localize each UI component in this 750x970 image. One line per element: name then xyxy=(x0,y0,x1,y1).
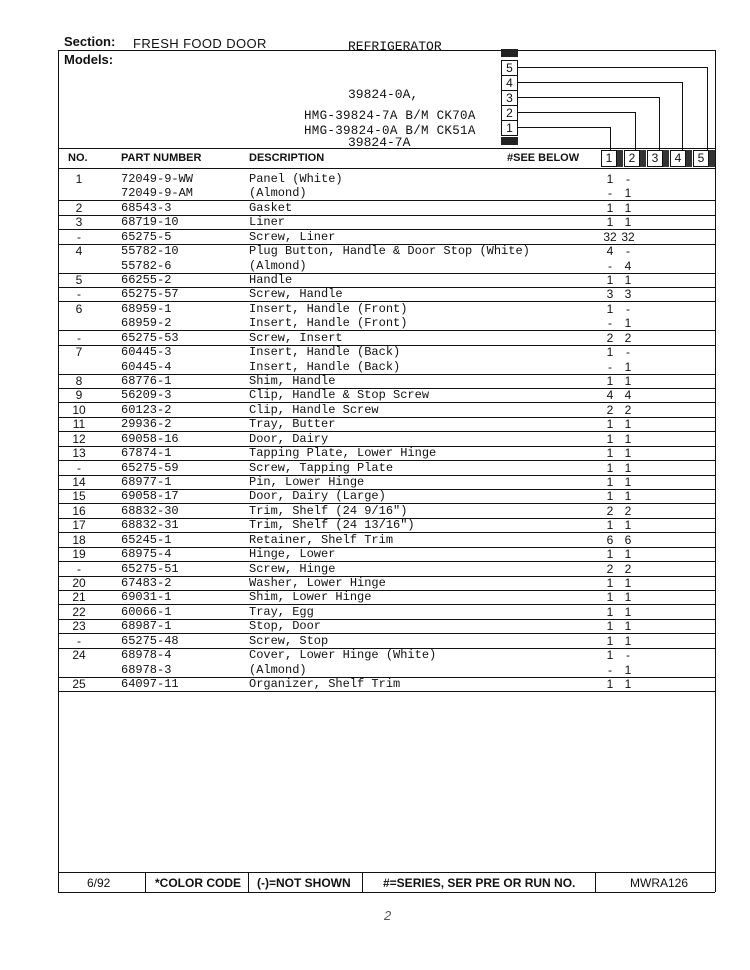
part-description: Plug Button, Handle & Door Stop (White) xyxy=(249,244,530,259)
item-number: - xyxy=(77,460,81,475)
table-row xyxy=(58,259,715,274)
table-row xyxy=(58,648,715,662)
part-number: 68959-2 xyxy=(121,316,172,331)
model-box-4: 4 xyxy=(501,75,518,91)
qty-model-1: 6 xyxy=(606,532,614,547)
part-number: 67874-1 xyxy=(121,446,172,461)
qty-model-1: 1 xyxy=(606,460,614,475)
item-number: 1 xyxy=(75,172,83,186)
qty-model-1: - xyxy=(608,359,612,374)
part-description: Trim, Shelf (24 9/16") xyxy=(249,503,408,518)
part-number: 65275-48 xyxy=(121,633,179,648)
part-description: (Almond) xyxy=(249,258,307,273)
qty-model-1: 1 xyxy=(606,489,614,504)
part-description: Tray, Egg xyxy=(249,604,314,619)
part-description: Shim, Handle xyxy=(249,374,336,389)
qty-model-1: 3 xyxy=(606,287,614,302)
part-description: Insert, Handle (Front) xyxy=(249,301,408,316)
qty-model-1: 1 xyxy=(606,590,614,605)
part-description: Organizer, Shelf Trim xyxy=(249,677,401,692)
part-description: Door, Dairy xyxy=(249,431,329,446)
part-description: Hinge, Lower xyxy=(249,547,336,562)
qty-model-1: 2 xyxy=(606,402,614,417)
qty-model-1: 1 xyxy=(606,417,614,432)
part-description: Screw, Handle xyxy=(249,287,343,302)
item-number: 6 xyxy=(75,301,83,316)
table-row xyxy=(58,590,715,605)
frame-right xyxy=(715,50,716,892)
item-number: 20 xyxy=(72,576,86,591)
part-number: 64097-11 xyxy=(121,677,179,692)
qty-model-1: 1 xyxy=(606,374,614,389)
part-number: 66255-2 xyxy=(121,273,172,287)
qty-model-1: 1 xyxy=(606,576,614,591)
qty-model-2: 2 xyxy=(624,402,632,417)
item-number: 8 xyxy=(75,374,83,389)
qty-model-2: 1 xyxy=(624,662,632,677)
part-description: (Almond) xyxy=(249,186,307,201)
col-separator xyxy=(617,150,623,167)
part-description: Screw, Tapping Plate xyxy=(249,460,394,475)
table-row xyxy=(58,316,715,331)
part-number: 65275-5 xyxy=(121,229,172,244)
part-number: 55782-6 xyxy=(121,258,172,273)
footer-doc-code: MWRA126 xyxy=(630,876,689,890)
part-number: 68977-1 xyxy=(121,475,172,490)
table-row xyxy=(58,518,715,533)
qty-model-1: - xyxy=(608,186,612,201)
table-row xyxy=(58,302,715,316)
part-number: 69031-1 xyxy=(121,590,172,605)
part-description: Screw, Stop xyxy=(249,633,329,648)
item-number: 9 xyxy=(75,388,83,403)
col-part-number: PART NUMBER xyxy=(121,152,202,164)
item-number: 24 xyxy=(72,648,86,663)
col-model-4: 4 xyxy=(670,150,686,167)
qty-model-2: 1 xyxy=(624,186,632,201)
col-no: NO. xyxy=(68,152,88,164)
qty-model-1: 2 xyxy=(606,330,614,345)
qty-model-2: 1 xyxy=(624,200,632,215)
footer-not-shown: (-)=NOT SHOWN xyxy=(257,876,351,890)
col-model-5: 5 xyxy=(693,150,709,167)
part-description: Insert, Handle (Front) xyxy=(249,316,408,331)
qty-model-2: 1 xyxy=(624,677,632,692)
col-model-3: 3 xyxy=(647,150,663,167)
qty-model-2: 1 xyxy=(624,273,632,287)
col-separator xyxy=(686,150,692,167)
qty-model-2: 4 xyxy=(624,258,632,273)
table-row xyxy=(58,432,715,447)
table-row xyxy=(58,345,715,359)
models-label: Models: xyxy=(64,52,114,67)
item-number: 23 xyxy=(72,619,86,634)
qty-model-1: 1 xyxy=(606,518,614,533)
item-number: 15 xyxy=(72,489,86,504)
title-line-3: 39824-7A xyxy=(348,135,411,150)
model-line-1: HMG-39824-7A B/M CK70A xyxy=(304,109,476,123)
part-description: Washer, Lower Hinge xyxy=(249,576,386,591)
qty-model-2: 1 xyxy=(624,446,632,461)
part-number: 72049-9-AM xyxy=(121,186,194,201)
part-description: Gasket xyxy=(249,200,293,215)
section-rule xyxy=(58,50,345,51)
model-line-2: HMG-39824-0A B/M CK51A xyxy=(304,124,476,138)
qty-model-2: 2 xyxy=(624,561,632,576)
part-number: 68959-1 xyxy=(121,301,172,316)
qty-model-1: 32 xyxy=(603,229,617,244)
qty-model-2: 2 xyxy=(624,330,632,345)
table-row xyxy=(58,186,715,201)
col-see-below: #SEE BELOW xyxy=(507,152,580,164)
item-number: 12 xyxy=(72,431,86,446)
qty-model-1: 2 xyxy=(606,561,614,576)
part-number: 68978-4 xyxy=(121,648,172,663)
table-row xyxy=(58,374,715,389)
table-row xyxy=(58,663,715,678)
footer-divider xyxy=(595,872,596,892)
part-description: Liner xyxy=(249,215,286,230)
qty-model-1: 2 xyxy=(606,503,614,518)
footer-series-note: #=SERIES, SER PRE OR RUN NO. xyxy=(383,876,576,890)
footer-color-code: *COLOR CODE xyxy=(155,876,242,890)
footer-date: 6/92 xyxy=(87,876,111,890)
table-row xyxy=(58,677,715,692)
qty-model-1: - xyxy=(608,316,612,331)
qty-model-2: 3 xyxy=(624,287,632,302)
part-number: 29936-2 xyxy=(121,417,172,432)
part-number: 65275-53 xyxy=(121,330,179,345)
model-box-2: 2 xyxy=(501,105,518,121)
qty-model-2: - xyxy=(626,345,630,360)
item-number: 7 xyxy=(75,345,83,360)
footer-rule-bottom xyxy=(58,892,715,893)
item-number: 5 xyxy=(75,273,83,287)
part-number: 60123-2 xyxy=(121,402,172,417)
part-description: Insert, Handle (Back) xyxy=(249,359,401,374)
qty-model-1: 1 xyxy=(606,301,614,316)
qty-model-2: 1 xyxy=(624,316,632,331)
qty-model-2: 1 xyxy=(624,374,632,389)
item-number: 3 xyxy=(75,215,83,230)
table-row xyxy=(58,475,715,490)
part-number: 68832-31 xyxy=(121,518,179,533)
part-description: Cover, Lower Hinge (White) xyxy=(249,648,437,663)
item-number: 10 xyxy=(72,402,86,417)
table-row xyxy=(58,504,715,519)
part-description: Trim, Shelf (24 13/16") xyxy=(249,518,415,533)
item-number: 4 xyxy=(75,244,83,259)
col-description: DESCRIPTION xyxy=(249,152,325,164)
part-description: Tapping Plate, Lower Hinge xyxy=(249,446,437,461)
item-number: - xyxy=(77,330,81,345)
part-number: 69058-17 xyxy=(121,489,179,504)
section-value: FRESH FOOD DOOR xyxy=(133,36,267,51)
part-number: 56209-3 xyxy=(121,388,172,403)
table-row xyxy=(58,489,715,504)
qty-model-2: 6 xyxy=(624,532,632,547)
part-description: Tray, Butter xyxy=(249,417,336,432)
qty-model-2: 2 xyxy=(624,503,632,518)
part-number: 65245-1 xyxy=(121,532,172,547)
part-description: Insert, Handle (Back) xyxy=(249,345,401,360)
part-description: Screw, Insert xyxy=(249,330,343,345)
table-row xyxy=(58,273,715,288)
item-number: 14 xyxy=(72,475,86,490)
box-marker-top xyxy=(501,49,518,57)
table-row xyxy=(58,244,715,258)
qty-model-1: 1 xyxy=(606,475,614,490)
qty-model-2: 32 xyxy=(621,229,635,244)
part-number: 68987-1 xyxy=(121,619,172,634)
document-title xyxy=(348,7,442,167)
qty-model-2: 1 xyxy=(624,604,632,619)
qty-model-1: 1 xyxy=(606,273,614,287)
title-line-1: REFRIGERATOR xyxy=(348,39,442,54)
part-number: 72049-9-WW xyxy=(121,172,194,186)
qty-model-2: - xyxy=(626,648,630,663)
part-description: Handle xyxy=(249,273,293,287)
item-number: 13 xyxy=(72,446,86,461)
part-description: Shim, Lower Hinge xyxy=(249,590,372,605)
col-model-1: 1 xyxy=(601,150,617,167)
part-description: Screw, Liner xyxy=(249,229,336,244)
qty-model-2: 1 xyxy=(624,417,632,432)
table-row xyxy=(58,287,715,302)
item-number: 25 xyxy=(72,677,86,692)
footer-divider xyxy=(248,872,249,892)
col-separator xyxy=(709,150,715,167)
item-number: 21 xyxy=(72,590,86,605)
table-row xyxy=(58,215,715,230)
table-row xyxy=(58,461,715,476)
item-number: 11 xyxy=(72,417,86,432)
part-description: Clip, Handle & Stop Screw xyxy=(249,388,430,403)
qty-model-1: - xyxy=(608,662,612,677)
table-row xyxy=(58,360,715,375)
qty-model-1: 1 xyxy=(606,604,614,619)
part-number: 65275-51 xyxy=(121,561,179,576)
qty-model-2: 1 xyxy=(624,431,632,446)
qty-model-1: 1 xyxy=(606,431,614,446)
header-rule-top xyxy=(58,148,715,149)
qty-model-2: - xyxy=(626,172,630,186)
part-number: 68975-4 xyxy=(121,547,172,562)
qty-model-2: 1 xyxy=(624,475,632,490)
part-number: 68776-1 xyxy=(121,374,172,389)
footer-divider xyxy=(362,872,363,892)
qty-model-1: 1 xyxy=(606,345,614,360)
part-number: 68832-30 xyxy=(121,503,179,518)
part-description: Clip, Handle Screw xyxy=(249,402,379,417)
table-row xyxy=(58,547,715,562)
part-description: Panel (White) xyxy=(249,172,343,186)
qty-model-2: 1 xyxy=(624,633,632,648)
qty-model-1: 1 xyxy=(606,547,614,562)
qty-model-1: 1 xyxy=(606,619,614,634)
qty-model-2: 4 xyxy=(624,388,632,403)
frame-top-right xyxy=(345,50,715,51)
table-row xyxy=(58,634,715,649)
table-row xyxy=(58,331,715,346)
table-row xyxy=(58,562,715,577)
table-row xyxy=(58,417,715,432)
qty-model-2: - xyxy=(626,301,630,316)
qty-model-2: 1 xyxy=(624,547,632,562)
part-description: Stop, Door xyxy=(249,619,322,634)
qty-model-1: 1 xyxy=(606,648,614,663)
part-number: 65275-57 xyxy=(121,287,179,302)
item-number: - xyxy=(77,561,81,576)
part-number: 60445-3 xyxy=(121,345,172,360)
table-row xyxy=(58,388,715,403)
qty-model-2: 1 xyxy=(624,590,632,605)
col-separator xyxy=(663,150,669,167)
footer-rule-top xyxy=(58,872,715,873)
part-number: 67483-2 xyxy=(121,576,172,591)
qty-model-2: 1 xyxy=(624,576,632,591)
part-number: 60445-4 xyxy=(121,359,172,374)
part-description: Door, Dairy (Large) xyxy=(249,489,386,504)
part-number: 69058-16 xyxy=(121,431,179,446)
model-box-5: 5 xyxy=(501,60,518,76)
table-row xyxy=(58,605,715,620)
item-number: 17 xyxy=(72,518,86,533)
part-description: Screw, Hinge xyxy=(249,561,336,576)
item-number: - xyxy=(77,287,81,302)
part-number: 55782-10 xyxy=(121,244,179,259)
qty-model-1: 4 xyxy=(606,388,614,403)
item-number: - xyxy=(77,633,81,648)
table-row xyxy=(58,403,715,418)
model-box-1: 1 xyxy=(501,120,518,136)
box-marker-bottom xyxy=(501,137,518,145)
table-row xyxy=(58,533,715,548)
qty-model-1: - xyxy=(608,258,612,273)
part-number: 68543-3 xyxy=(121,200,172,215)
section-label: Section: xyxy=(64,34,116,49)
item-number: 2 xyxy=(75,200,83,215)
qty-model-1: 1 xyxy=(606,200,614,215)
item-number: 22 xyxy=(72,604,86,619)
qty-model-1: 1 xyxy=(606,677,614,692)
table-row xyxy=(58,446,715,461)
qty-model-2: 1 xyxy=(624,460,632,475)
col-model-2: 2 xyxy=(624,150,640,167)
part-description: (Almond) xyxy=(249,662,307,677)
qty-model-2: 1 xyxy=(624,619,632,634)
table-row xyxy=(58,619,715,634)
qty-model-2: 1 xyxy=(624,359,632,374)
footer-divider xyxy=(145,872,146,892)
header-rule-bottom xyxy=(58,168,715,169)
qty-model-1: 1 xyxy=(606,446,614,461)
item-number: 18 xyxy=(72,532,86,547)
qty-model-1: 4 xyxy=(606,244,614,259)
col-separator xyxy=(640,150,646,167)
qty-model-2: - xyxy=(626,244,630,259)
item-number: - xyxy=(77,229,81,244)
table-row xyxy=(58,172,715,186)
part-number: 65275-59 xyxy=(121,460,179,475)
qty-model-1: 1 xyxy=(606,172,614,186)
part-description: Pin, Lower Hinge xyxy=(249,475,365,490)
table-row xyxy=(58,230,715,245)
table-row xyxy=(58,576,715,591)
table-row xyxy=(58,201,715,216)
qty-model-2: 1 xyxy=(624,215,632,230)
title-line-2: 39824-0A, xyxy=(348,87,419,102)
qty-model-1: 1 xyxy=(606,215,614,230)
item-number: 19 xyxy=(72,547,86,562)
part-number: 68719-10 xyxy=(121,215,179,230)
qty-model-1: 1 xyxy=(606,633,614,648)
qty-model-2: 1 xyxy=(624,518,632,533)
part-number: 60066-1 xyxy=(121,604,172,619)
page-mark: 2 xyxy=(384,908,392,923)
item-number: 16 xyxy=(72,503,86,518)
part-number: 68978-3 xyxy=(121,662,172,677)
qty-model-2: 1 xyxy=(624,489,632,504)
model-box-3: 3 xyxy=(501,90,518,106)
part-description: Retainer, Shelf Trim xyxy=(249,532,394,547)
